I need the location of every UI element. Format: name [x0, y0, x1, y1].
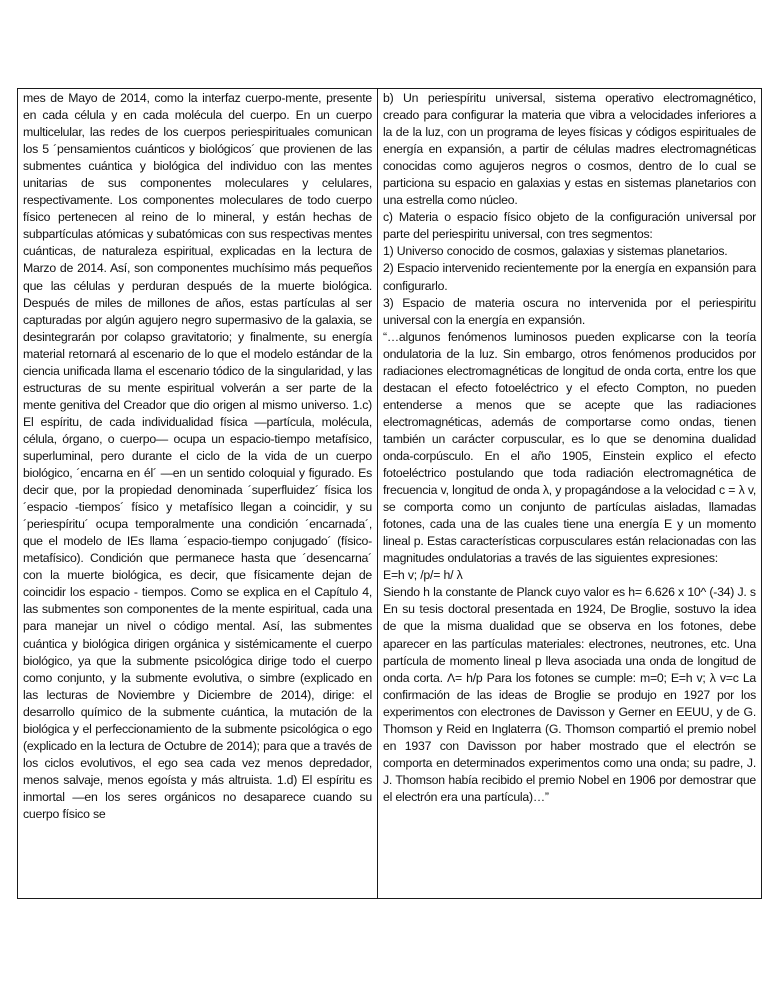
quote-paragraph-dualidad: “…algunos fenómenos luminosos pueden explicarse con la teoría ondulatoria de la luz. Sin embargo, otros fenómenos producidos por radiaciones electromagnéticas de longitud de onda corta, entre los que destacan el efecto fotoeléctrico y el efecto Compton, no pueden entenderse a menos que se acepte que las radiaciones electromagnéticas, además de comportarse como ondas, tienen también un carácter corpuscular, es lo que se denomina dualidad onda-corpúsculo. En el año 1905, Einstein explico el efecto fotoeléctrico postulando que toda radiación electromagnética de frecuencia v, longitud de onda λ, y propagándose a la velocidad c = λ v, se comporta como un conjunto de partículas aisladas, llamadas fotones, cada una de las cuales tiene una energía E y un momento lineal p. Estas características corpusculares están relacionadas con las magnitudes ondulatorias a través de las siguientes expresiones: — [383, 329, 756, 566]
left-column-cell — [18, 89, 378, 899]
planck-constant-line: Siendo h la constante de Planck cuyo valor es h= 6.626 x 10^ (-34) J. s — [383, 585, 756, 600]
document-table — [17, 88, 762, 899]
right-column-cell — [378, 89, 762, 899]
formula-line: E=h v; /p/= h/ λ — [383, 568, 463, 583]
paragraph-c-materia: c) Materia o espacio físico objeto de la configuración universal por parte del periespiritu universal, con tres segmentos: — [383, 210, 756, 242]
quote-paragraph-de-broglie: En su tesis doctoral presentada en 1924, De Broglie, sostuvo la idea de que la misma dualidad que se observa en los fotones, debe aparecer en las partículas materiales: electrones, neutrones, etc. Una partícula de momento lineal p lleva asociada una onda de longitud de onda corta. Λ= h/p Para los fotones se cumple: m=0; E=h v; λ v=c La confirmación de las ideas de Broglie se produjo en 1927 por los experimentos con electrones de Davisson y Gerner en EEUU, y de G. Thomson y Reid en Inglaterra (G. Thomson compartió el premio nobel en 1937 con Davisson por haber mostrado que el electrón se comporta en determinados experimentos como una onda; su padre, J. J. Thomson había recibido el premio Nobel en 1906 por demostrar que el electrón era una partícula)…” — [383, 602, 756, 804]
paragraph-b-periespiritu: b) Un periespíritu universal, sistema operativo electromagnético, creado para configurar la materia que vibra a velocidades inferiores a la de la luz, con un programa de leyes físicas y códigos espirituales de energía en expansión, a partir de células madres electromagnéticas conocidas como agujeros negros o cosmos, dentro de lo cual se particiona su espacio en galaxias y estas en sistemas planetarios con una estrella como núcleo. — [383, 91, 756, 208]
list-item-1: 1) Universo conocido de cosmos, galaxias y sistemas planetarios. — [383, 244, 728, 259]
list-item-3: 3) Espacio de materia oscura no intervenida por el periespiritu universal con la energía en expansión. — [383, 295, 756, 327]
left-paragraph-1: mes de Mayo de 2014, como la interfaz cuerpo-mente, presente en cada célula y en cada molécula del cuerpo. En un cuerpo multicelular, las redes de los cuerpos periespirituales comunican los 5 ´pensamientos cuánticos y biológicos´ que provienen de las submentes cuántica y biológica del individuo con las mentes unitarias de sus componentes moleculares y celulares, respectivamente. Los componentes moleculares de todo cuerpo físico pertenecen al reino de lo mineral, y están hechas de subpartículas atómicas y subatómicas con sus respectivas mentes cuánticas, de naturaleza espiritual, explicadas en la lectura de Marzo de 2014. Así, son componentes muchísimo más pequeños que las células y perduran después de la muerte biológica. Después de miles de millones de años, estas partículas al ser capturadas por algún agujero negro supermasivo de la galaxia, se desintegrarán por colapso gravitatorio; y finalmente, su energía material retornará al escenario de lo que el modelo estándar de la ciencia unificada llama el escenario tódico de la singularidad, y las estructuras de su mente espiritual volverán a ser parte de la mente genitiva del Creador que dio origen al mismo universo. 1.c) El espíritu, de cada individualidad física —partícula, molécula, célula, órgano, o cuerpo— ocupa un espacio-tiempo metafísico, superluminal, pero durante el ciclo de la vida de un cuerpo biológico, ´encarna en él´ —en un sentido coloquial y figurado. Es decir que, por la propiedad denominada ´superfluidez´ física los ´espacio -tiempos´ físico y metafísico llegan a coincidir, y su ´periespíritu´ ocupa temporalmente una condición ´encarnada´, que el modelo de IEs llama ´espacio-tiempo conjugado´ (físico-metafísico). Condición que permanece hasta que ´desencarna´ con la muerte biológica, es decir, que físicamente dejan de coincidir los espacio - tiempos. Como se explica en el Capítulo 4, las submentes son componentes de la mente espiritual, cada una para manejar un nivel o código mental. Así, las submentes cuántica y biológica dirigen orgánica y sistémicamente el cuerpo biológico, ya que la submente psicológica dirige todo el cuerpo como conjunto, y la submente evolutiva, o simbre (explicado en las lecturas de Noviembre y Diciembre de 2014), dirige: el desarrollo químico de la submente cuántica, la mutación de la biológica y el perfeccionamiento de la submente psicológica o ego (explicado en la lectura de Octubre de 2014); para que a través de los ciclos evolutivos, el ego sea cada vez menos depredador, menos salvaje, menos egoísta y más altruista. 1.d) El espíritu es inmortal —en los seres orgánicos no desaparece cuando su cuerpo físico se — [23, 91, 372, 821]
table-row — [18, 89, 762, 899]
list-item-2: 2) Espacio intervenido recientemente por la energía en expansión para configurarlo. — [383, 261, 756, 293]
